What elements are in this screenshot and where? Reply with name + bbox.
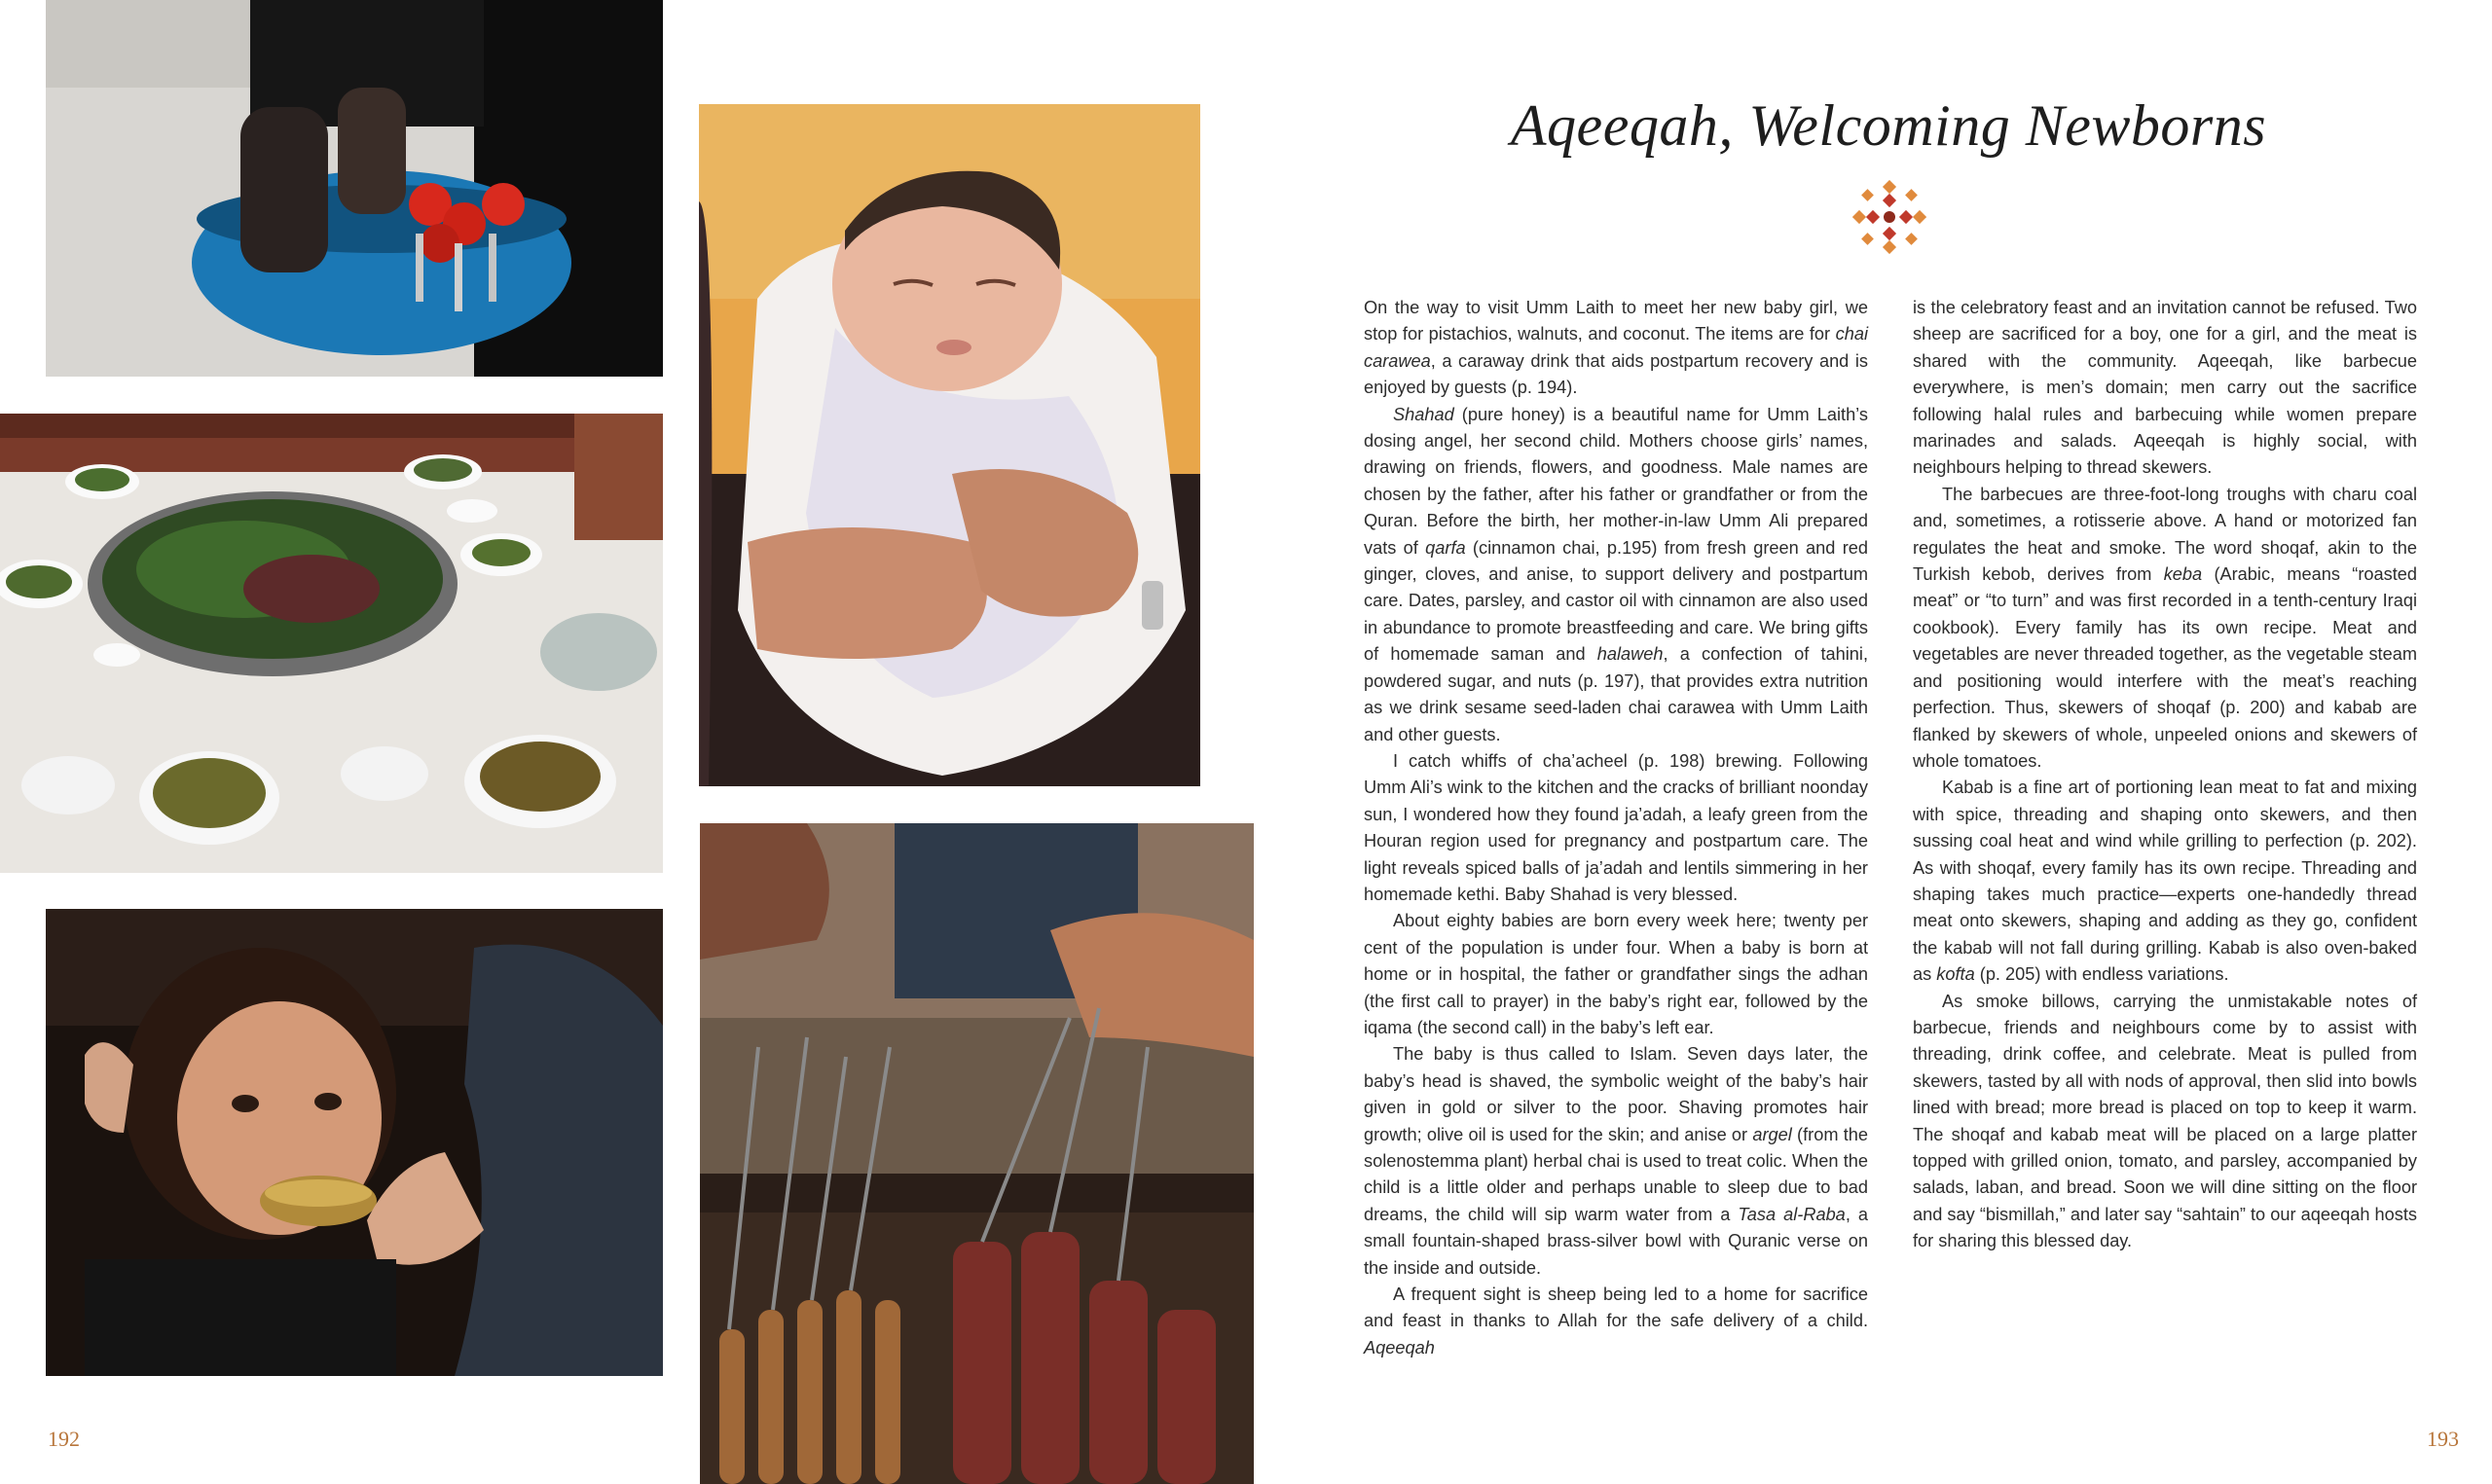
text-run: (from the solenostemma plant) herbal chai is used to treat colic. When the child is a little older and perhaps unable to sleep due to bad dreams, the child will sip warm water from a xyxy=(1364,1124,1868,1224)
paragraph xyxy=(1913,295,2417,482)
text-run-italic: chai carawea xyxy=(1364,324,1868,371)
photo-salad-table xyxy=(0,414,663,873)
text-run-italic: keba xyxy=(2163,564,2203,585)
paragraph xyxy=(1364,1041,1868,1282)
paragraph xyxy=(1913,482,2417,775)
text-run-italic: kofta xyxy=(1936,964,1975,985)
text-run: , a caraway drink that aids postpartum recovery and is enjoyed by guests (p. 194). xyxy=(1364,350,1868,398)
text-run: The barbecues are three-foot-long troughs with charu coal and, sometimes, a rotisserie above. A hand or motorized fan regulates the heat and smoke. The word shoqaf, akin to the Turkish kebob, derives from xyxy=(1913,484,2417,585)
paragraph xyxy=(1364,295,1868,402)
photo-kabab-grill xyxy=(700,823,1254,1484)
text-run: On the way to visit Umm Laith to meet her new baby girl, we stop for pistachios, walnuts, and coconut. The items are for xyxy=(1364,298,1868,344)
paragraph xyxy=(1913,775,2417,988)
text-run-italic: Shahad xyxy=(1393,404,1454,424)
paragraph: As smoke billows, carrying the unmistakable notes of barbecue, friends and neighbours come by to assist with threading, drink coffee, and celebrate. Meat is pulled from skewers, tasted by all with nods of approval, then slid into bowls lined with bread; more bread is placed on top to keep it warm. The shoqaf and kabab meat will be placed on a large platter topped with grilled onion, tomato, and parsley, accompanied by salads, laban, and bread. Soon we will dine sitting on the floor and say “bismillah,” and later say “sahtain” to our aqeeqah hosts for sharing this blessed day. xyxy=(1913,991,2417,1251)
text-run: The baby is thus called to Islam. Seven days later, the baby’s head is shaved, the symbolic weight of the baby’s hair given in gold or silver to the poor. Shaving promotes hair growth; olive oil is used for the skin; and anise or xyxy=(1364,1044,1868,1144)
text-run: Kabab is a fine art of portioning lean meat to fat and mixing with spice, threading and shaping onto skewers, and then sussing coal heat and wind while grilling to perfection (p. 202). As with shoqaf, every family has its own recipe. Threading and shaping takes much practice—experts one-handedly thread meat onto skewers, shaping and adding as they go, confident the kabab will not fall during grilling. Kabab is also oven-baked as xyxy=(1913,778,2417,985)
text-run-italic: argel xyxy=(1752,1124,1792,1144)
rosette-ornament-icon xyxy=(1852,180,1926,254)
text-run: (pure honey) is a beautiful name for Umm Laith’s dosing angel, her second child. Mothers choose girls’ names, drawing on friends, flowers, and goodness. Male names are chosen by the father, after his father or grandfather or from the Quran. Before the birth, her mother-in-law Umm Ali prepared vats of xyxy=(1364,404,1868,558)
text-column-left xyxy=(1364,295,1868,1361)
text-run: (p. 205) with endless variations. xyxy=(1974,964,2229,985)
page-number-right: 193 xyxy=(2427,1427,2459,1451)
text-run: , a confection of tahini, powdered sugar, and nuts (p. 197), that provides extra nutrition as we drink sesame seed-laden chai carawea with Umm Laith and other guests. xyxy=(1364,644,1868,744)
text-run: (Arabic, means “roasted meat” or “to turn” and was first recorded in a tenth-century Iraqi cookbook). Every family has its own recipe. Meat and vegetables are never threaded together, as the vegetable steam and positioning would interfere with the meat’s reaching perfection. Thus, skewers of shoqaf (p. 200) and kabab are flanked by skewers of whole, unpeeled onions and skewers of whole tomatoes. xyxy=(1913,564,2417,771)
text-run: (cinnamon chai, p.195) from fresh green and red ginger, cloves, and anise, to support delivery and postpartum care. Dates, parsley, and castor oil with cinnamon are also used in abundance to promote breastfeeding and care. We bring gifts of homemade saman and xyxy=(1364,537,1868,665)
photo-child-drinking xyxy=(46,909,663,1376)
paragraph: About eighty babies are born every week here; twenty per cent of the population is under four. When a baby is born at home or in hospital, the father or grandfather sings the adhan (the first call to prayer) in the baby’s right ear, followed by the iqama (the second call) in the baby’s left ear. xyxy=(1364,911,1868,1037)
paragraph xyxy=(1364,1282,1868,1361)
text-run-italic: Tasa al-Raba xyxy=(1738,1204,1846,1224)
text-column-right xyxy=(1913,295,2417,1255)
text-run: , a small fountain-shaped brass-silver bowl with Quranic verse on the inside and outside. xyxy=(1364,1204,1868,1278)
photo-skewers-bowl xyxy=(46,0,663,377)
paragraph xyxy=(1364,402,1868,748)
text-run-italic: qarfa xyxy=(1425,537,1466,558)
page-number-left: 192 xyxy=(48,1427,80,1451)
photo-newborn xyxy=(699,104,1200,786)
paragraph: I catch whiffs of cha’acheel (p. 198) brewing. Following Umm Ali’s wink to the kitchen and the cracks of brilliant noonday sun, I wondered how they found ja’adah, a leafy green from the Houran region used for pregnancy and postpartum care. The light reveals spiced balls of ja’adah and lentils simmering in her homemade kethi. Baby Shahad is very blessed. xyxy=(1364,750,1868,904)
text-run-italic: Aqeeqah xyxy=(1364,1337,1435,1357)
text-run: A frequent sight is sheep being led to a home for sacrifice and feast in thanks to Allah for the safe delivery of a child. xyxy=(1364,1285,1868,1331)
text-run-italic: halaweh xyxy=(1596,644,1664,665)
text-run: is the celebratory feast and an invitation cannot be refused. Two sheep are sacrificed for a boy, one for a girl, and the meat is shared with the community. Aqeeqah, like barbecue everywhere, is men’s domain; men carry out the sacrifice following halal rules and barbecuing while women prepare marinades and salads. Aqeeqah is highly social, with neighbours helping to thread skewers. xyxy=(1913,298,2417,478)
page-title: Aqeeqah, Welcoming Newborns xyxy=(1510,93,2267,158)
